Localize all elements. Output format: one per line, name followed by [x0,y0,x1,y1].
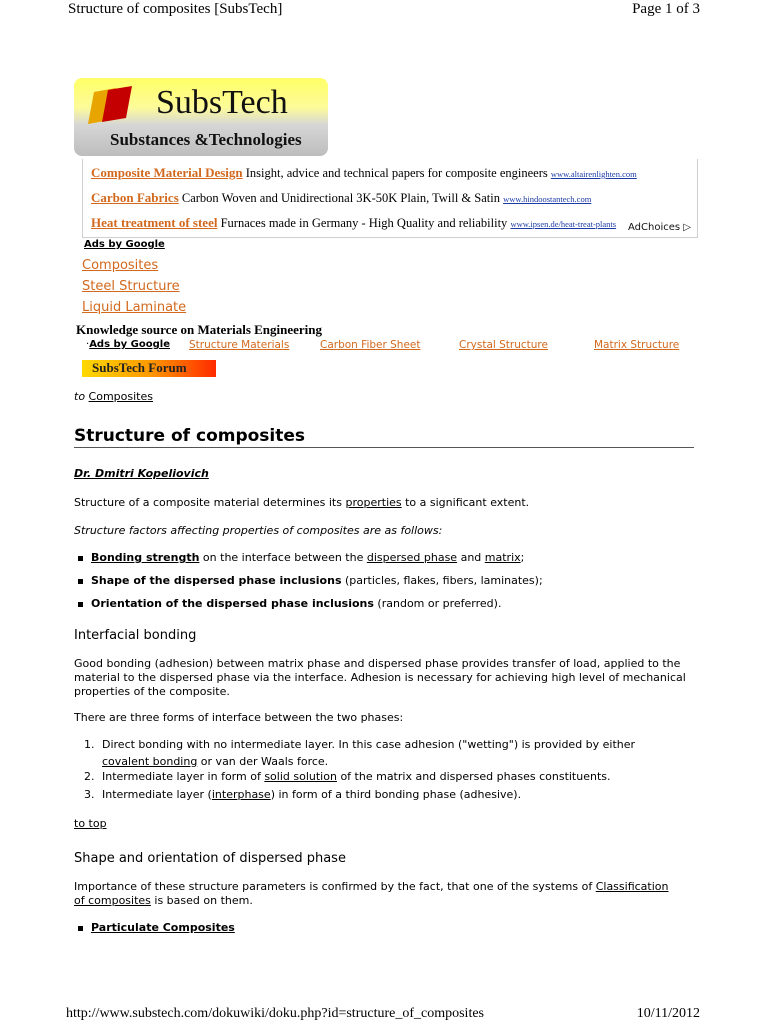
covalent-bonding-link[interactable]: covalent bonding [102,755,198,768]
ad-url[interactable]: www.hindoostantech.com [503,194,592,204]
list-item [78,551,524,564]
list-item [78,574,543,587]
factor-text: (random or preferred). [373,597,502,610]
breadcrumb-link[interactable]: Composites [88,390,153,403]
side-link-liquid-laminate[interactable]: Liquid Laminate [82,300,187,315]
shape-paragraph [74,880,698,908]
forms-list [84,738,684,802]
page-title: Structure of composites [74,426,694,448]
form-text: Direct bonding with no intermediate layer. In this case adhesion ("wetting") is provided by either [102,738,636,751]
list-item [78,921,235,934]
ad-title[interactable]: Heat treatment of steel [91,215,218,230]
print-footer [0,1002,768,1024]
classification-link[interactable]: Classification [595,880,669,893]
print-header-title: Structure of composites [SubsTech] [68,1,283,17]
print-footer-url: http://www.substech.com/dokuwiki/doku.php?id=structure_of_composites [66,1006,484,1021]
interphase-link[interactable]: interphase [211,788,271,801]
ad-row[interactable] [91,190,591,206]
ad-box [82,159,698,238]
properties-link[interactable]: properties [345,496,402,509]
section-heading-interfacial-bonding: Interfacial bonding [74,628,197,643]
intro-paragraph [74,496,529,510]
intro-text-end: to a significant extent. [401,496,530,509]
particulate-composites-link[interactable]: Particulate Composites [91,921,235,934]
list-item [78,597,501,610]
to-top-link[interactable]: to top [74,817,107,830]
factor-text: and [457,551,485,564]
print-header [0,0,768,22]
factor-bold: Orientation of the dispersed phase inclusions [91,597,374,610]
side-link-steel-structure[interactable]: Steel Structure [82,279,180,294]
author-link[interactable]: Dr. Dmitri Kopeliovich [74,467,209,480]
bullet-icon [78,556,83,561]
form-text: of the matrix and dispersed phases constituents. [336,770,611,783]
link-structure-materials[interactable]: Structure Materials [189,339,290,351]
form-text: Intermediate layer in form of [102,770,265,783]
bonding-strength-link[interactable]: Bonding strength [91,551,200,564]
form-text: Intermediate layer ( [102,788,212,801]
ads-by-google-label-2[interactable]: ·Ads by Google [86,339,170,350]
factor-bold: Shape of the dispersed phase inclusions [91,574,342,587]
ad-url[interactable]: www.ipsen.de/heat-treat-plants [510,219,617,229]
adchoices-button[interactable] [628,222,691,233]
dispersed-phase-link[interactable]: dispersed phase [366,551,458,564]
ad-url[interactable]: www.altairenlighten.com [550,169,637,179]
list-item: 2. Intermediate layer in form of solid solution of the matrix and dispersed phases constituents. [84,770,611,783]
matrix-link[interactable]: matrix [484,551,521,564]
adchoices-label: AdChoices [628,222,681,233]
solid-solution-link[interactable]: solid solution [264,770,337,783]
ads-by-google-label[interactable]: Ads by Google [84,239,165,250]
list-item: 1. Direct bonding with no intermediate layer. In this case adhesion ("wetting") is provided by either covalent bonding or van der Waals force. [84,738,636,768]
substech-logo[interactable] [74,78,328,156]
bullet-icon [78,579,83,584]
logo-subtitle: Substances &Technologies [110,130,302,149]
logo-name: SubsTech [156,84,288,121]
shape-text: Importance of these structure parameters is confirmed by the fact, that one of the systems of [74,880,596,893]
logo-mark-icon [86,86,142,126]
link-crystal-structure[interactable]: Crystal Structure [459,339,548,351]
form-text: ) in form of a third bonding phase (adhesive). [270,788,522,801]
form-text: or van der Waals force. [197,755,329,768]
print-header-page: Page 1 of 3 [632,1,700,17]
ads-by-google-2-text: Ads by Google [89,339,170,350]
ad-title[interactable]: Composite Material Design [91,165,243,180]
breadcrumb [74,390,153,403]
side-link-composites[interactable]: Composites [82,258,159,273]
forms-intro: There are three forms of interface between the two phases: [74,711,404,724]
interfacial-paragraph: Good bonding (adhesion) between matrix phase and dispersed phase provides transfer of load, applied to the material to the dispersed phase via the interface. Adhesion is necessary for achieving high level of mechanical properties of the composite. [74,657,686,698]
forum-banner[interactable] [82,360,216,377]
link-matrix-structure[interactable]: Matrix Structure [594,339,680,351]
factors-heading: Structure factors affecting properties of composites are as follows: [74,524,443,537]
adchoices-icon: ▷ [683,222,691,233]
intro-text: Structure of a composite material determines its [74,496,346,509]
ad-text: Insight, advice and technical papers for composite engineers [245,166,548,180]
print-footer-date: 10/11/2012 [636,1006,700,1021]
factor-text: (particles, flakes, fibers, laminates); [341,574,543,587]
breadcrumb-prefix: to [74,390,86,403]
bullet-icon [78,602,83,607]
link-carbon-fiber-sheet[interactable]: Carbon Fiber Sheet [320,339,421,351]
list-item: 3. Intermediate layer (interphase) in form of a third bonding phase (adhesive). [84,788,522,801]
ad-text: Carbon Woven and Unidirectional 3K-50K Plain, Twill & Satin [181,191,500,205]
shape-text-end: is based on them. [150,894,253,907]
ad-row[interactable] [91,165,637,181]
section-heading-shape-orientation: Shape and orientation of dispersed phase [74,851,346,866]
ad-row[interactable] [91,215,616,231]
ad-title[interactable]: Carbon Fabrics [91,190,179,205]
ad-text: Furnaces made in Germany - High Quality and reliability [220,216,508,230]
factor-text: ; [520,551,525,564]
factor-text: on the interface between the [199,551,367,564]
classification-link-2[interactable]: of composites [74,894,151,907]
tagline: Knowledge source on Materials Engineering [76,322,323,337]
forum-label: SubsTech Forum [92,360,187,375]
bullet-icon [78,926,83,931]
